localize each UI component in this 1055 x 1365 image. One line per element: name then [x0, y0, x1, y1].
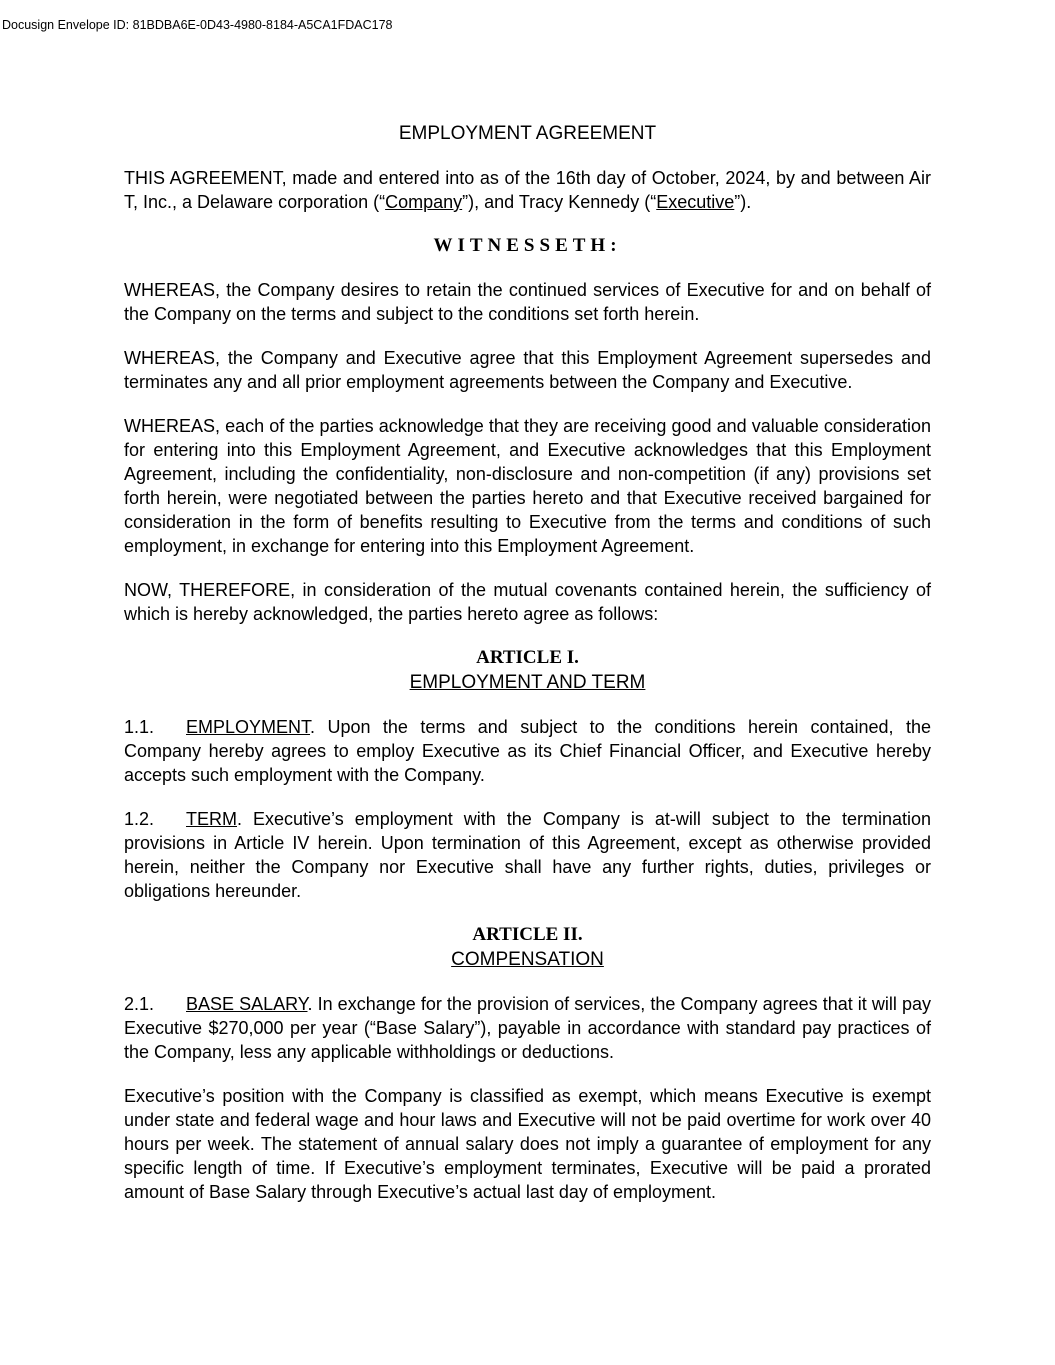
intro-text-1: THIS AGREEMENT, made and entered into as of the 16th day of October, 2024, by and between Air T, Inc., a Delaware corporation (“: [124, 168, 931, 212]
envelope-id: Docusign Envelope ID: 81BDBA6E-0D43-4980-8184-A5CA1FDAC178: [2, 18, 393, 32]
article-1-number: ARTICLE I.: [476, 647, 579, 668]
executive-definition: Executive: [656, 192, 735, 212]
section-1-1: [124, 715, 931, 787]
article-2-number: ARTICLE II.: [472, 924, 583, 945]
section-heading: TERM: [186, 809, 237, 829]
intro-text-2: ”), and Tracy Kennedy (“: [462, 192, 657, 212]
whereas-paragraph-1: WHEREAS, the Company desires to retain the continued services of Executive for and on behalf of the Company on the terms and subject to the conditions set forth herein.: [124, 280, 931, 324]
intro-text-3: ”).: [734, 192, 752, 212]
section-number: 1.2.: [124, 809, 155, 829]
section-heading: BASE SALARY: [186, 994, 308, 1014]
whereas-paragraph-2: WHEREAS, the Company and Executive agree that this Employment Agreement supersedes and terminates any and all prior employment agreements between the Company and Executive.: [124, 348, 931, 392]
section-text: . Executive’s employment with the Company is at-will subject to the termination provisions in Article IV herein. Upon termination of this Agreement, except as otherwise provided herein, neither the Company nor Executive shall have any further rights, duties, privileges or obligations hereunder.: [124, 809, 931, 901]
section-2-1: [124, 992, 931, 1064]
document-page: [124, 122, 931, 1224]
company-definition: Company: [385, 192, 463, 212]
now-therefore-paragraph: NOW, THEREFORE, in consideration of the mutual covenants contained herein, the sufficiency of which is hereby acknowledged, the parties hereto agree as follows:: [124, 580, 931, 624]
whereas-paragraph-3: WHEREAS, each of the parties acknowledge that they are receiving good and valuable consideration for entering into this Employment Agreement, and Executive acknowledges that this Employment Agreement, including the confidentiality, non-disclosure and non-competition (if any) provisions set forth herein, were negotiated between the parties hereto and that Executive received bargained for consideration in the form of benefits resulting to Executive from the terms and conditions of such employment, in exchange for entering into this Employment Agreement.: [124, 416, 931, 556]
exempt-status-paragraph: Executive’s position with the Company is classified as exempt, which means Executive is exempt under state and federal wage and hour laws and Executive will not be paid overtime for work over 40 hours per week. The statement of annual salary does not imply a guarantee of employment for any specific length of time. If Executive’s employment terminates, Executive will be paid a prorated amount of Base Salary through Executive’s actual last day of employment.: [124, 1086, 931, 1202]
section-number: 1.1.: [124, 717, 155, 737]
witnesseth-heading: WITNESSETH:: [433, 235, 622, 256]
article-2-heading: [124, 923, 931, 972]
section-text: . In exchange for the provision of services, the Company agrees that it will pay Executive $270,000 per year (“Base Salary”), payable in accordance with standard pay practices of the Company, less any applicable withholdings or deductions.: [124, 994, 931, 1062]
article-2-title: COMPENSATION: [451, 949, 604, 970]
article-1-title: EMPLOYMENT AND TERM: [409, 672, 646, 693]
section-1-2: [124, 807, 931, 903]
intro-paragraph: [124, 166, 931, 214]
section-text: . Upon the terms and subject to the conditions herein contained, the Company hereby agrees to employ Executive as its Chief Financial Officer, and Executive hereby accepts such employment with the Company.: [124, 717, 931, 785]
section-number: 2.1.: [124, 994, 155, 1014]
section-heading: EMPLOYMENT: [186, 717, 311, 737]
document-title: EMPLOYMENT AGREEMENT: [398, 123, 657, 144]
article-1-heading: [124, 646, 931, 695]
